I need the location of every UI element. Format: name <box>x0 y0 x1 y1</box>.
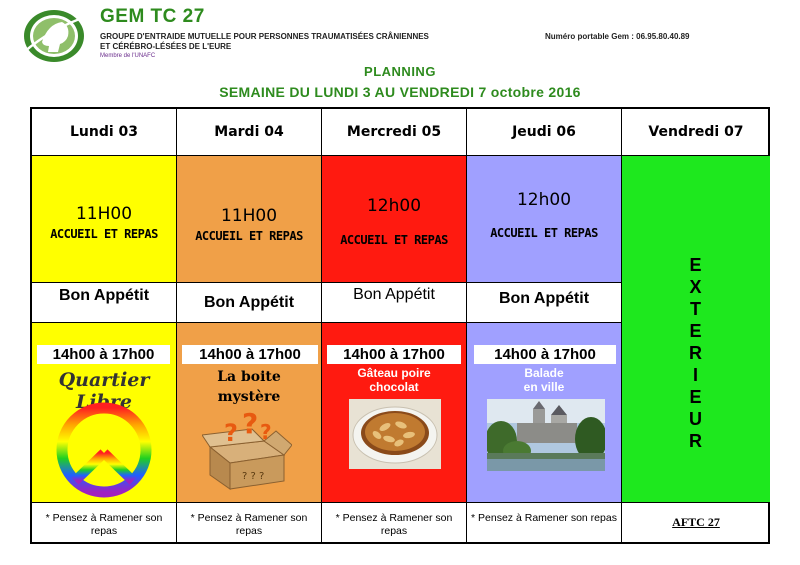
morning-time: 12h00 <box>366 196 422 216</box>
morning-time: 11H00 <box>220 206 278 226</box>
note-cell-jeudi <box>467 503 622 544</box>
morning-cell-mardi <box>177 156 322 283</box>
morning-cell-jeudi <box>467 156 622 283</box>
afternoon-time: 14h00 à 17h00 <box>37 345 170 364</box>
afternoon-cell-jeudi <box>467 323 622 503</box>
activity-title: Quartier Libre <box>58 369 150 413</box>
activity-title-line1: Balade <box>524 366 564 380</box>
day-header-lundi: Lundi 03 <box>32 109 177 156</box>
svg-text:?: ? <box>224 419 238 447</box>
exterior-letter: E <box>689 255 703 275</box>
morning-label: ACCUEIL ET REPAS <box>195 229 303 243</box>
note-cell-lundi <box>32 503 177 544</box>
note-text: * Pensez à Ramener son repas <box>335 512 453 537</box>
note-cell-mercredi <box>322 503 467 544</box>
svg-text:?: ? <box>242 411 259 440</box>
afternoon-time: 14h00 à 17h00 <box>182 345 318 364</box>
note-text: * Pensez à Ramener son repas <box>471 512 617 524</box>
note-text: * Pensez à Ramener son repas <box>190 512 308 537</box>
aftc-label: AFTC 27 <box>672 515 720 529</box>
note-cell-mardi <box>177 503 322 544</box>
morning-label: ACCUEIL ET REPAS <box>490 226 598 240</box>
lunch-cell-mercredi <box>322 283 467 323</box>
day-header-mercredi: Mercredi 05 <box>322 109 467 156</box>
activity-title-line2: chocolat <box>369 380 419 394</box>
afternoon-time: 14h00 à 17h00 <box>474 345 616 364</box>
day-header-mardi: Mardi 04 <box>177 109 322 156</box>
afternoon-time: 14h00 à 17h00 <box>327 345 461 364</box>
svg-text:?: ? <box>260 420 272 444</box>
org-subtitle-line2: ET CÉRÉBRO-LÉSÉES DE L'EURE <box>100 42 232 51</box>
note-text: * Pensez à Ramener son repas <box>45 512 163 537</box>
exterior-letter: R <box>689 431 703 451</box>
lunch-label: Bon Appétit <box>353 286 435 303</box>
afternoon-cell-mercredi <box>322 323 467 503</box>
lunch-cell-lundi <box>32 283 177 323</box>
peace-symbol-icon <box>55 401 153 499</box>
exterior-letter: U <box>689 409 703 429</box>
note-cell-vendredi <box>622 503 770 544</box>
exterior-cell-vendredi <box>622 156 770 503</box>
phone-number: Numéro portable Gem : 06.95.80.40.89 <box>545 32 690 41</box>
day-header-vendredi: Vendredi 07 <box>622 109 770 156</box>
org-member: Membre de l'UNAFC <box>100 53 156 59</box>
page-title: PLANNING <box>364 64 436 79</box>
activity-title-line2: mystère <box>217 389 281 405</box>
lunch-cell-jeudi <box>467 283 622 323</box>
day-header-jeudi: Jeudi 06 <box>467 109 622 156</box>
morning-label: ACCUEIL ET REPAS <box>340 233 448 247</box>
exterior-label <box>622 254 770 452</box>
week-title: SEMAINE DU LUNDI 3 AU VENDREDI 7 octobre 2016 <box>219 84 581 100</box>
lunch-label: Bon Appétit <box>203 294 295 311</box>
activity-title-line2: en ville <box>523 380 565 394</box>
mystery-box-icon <box>202 411 292 491</box>
morning-time: 11H00 <box>75 204 133 224</box>
exterior-letter: I <box>692 365 699 385</box>
morning-time: 12h00 <box>516 190 572 210</box>
exterior-letter: T <box>690 299 702 319</box>
activity-title-line1: Gâteau poire <box>357 366 431 380</box>
lunch-label: Bon Appétit <box>58 287 150 304</box>
lunch-label: Bon Appétit <box>498 290 590 307</box>
exterior-letter: X <box>689 277 703 297</box>
exterior-letter: E <box>689 387 703 407</box>
org-name: GEM TC 27 <box>100 6 205 27</box>
morning-cell-mercredi <box>322 156 467 283</box>
exterior-letter: E <box>689 321 703 341</box>
afternoon-cell-lundi <box>32 323 177 503</box>
pear-cake-photo <box>349 399 441 469</box>
morning-cell-lundi <box>32 156 177 283</box>
activity-title-line1: La boite <box>217 369 281 385</box>
svg-text:? ? ?: ? ? ? <box>242 471 265 482</box>
town-photo <box>487 399 605 471</box>
org-subtitle-line1: GROUPE D'ENTRAIDE MUTUELLE POUR PERSONNES TRAUMATISÉES CRÂNIENNES <box>100 32 429 41</box>
planning-grid <box>30 107 770 544</box>
lunch-cell-mardi <box>177 283 322 323</box>
afternoon-cell-mardi <box>177 323 322 503</box>
exterior-letter: R <box>689 343 703 363</box>
morning-label: ACCUEIL ET REPAS <box>50 227 158 241</box>
gem-logo <box>22 8 90 64</box>
